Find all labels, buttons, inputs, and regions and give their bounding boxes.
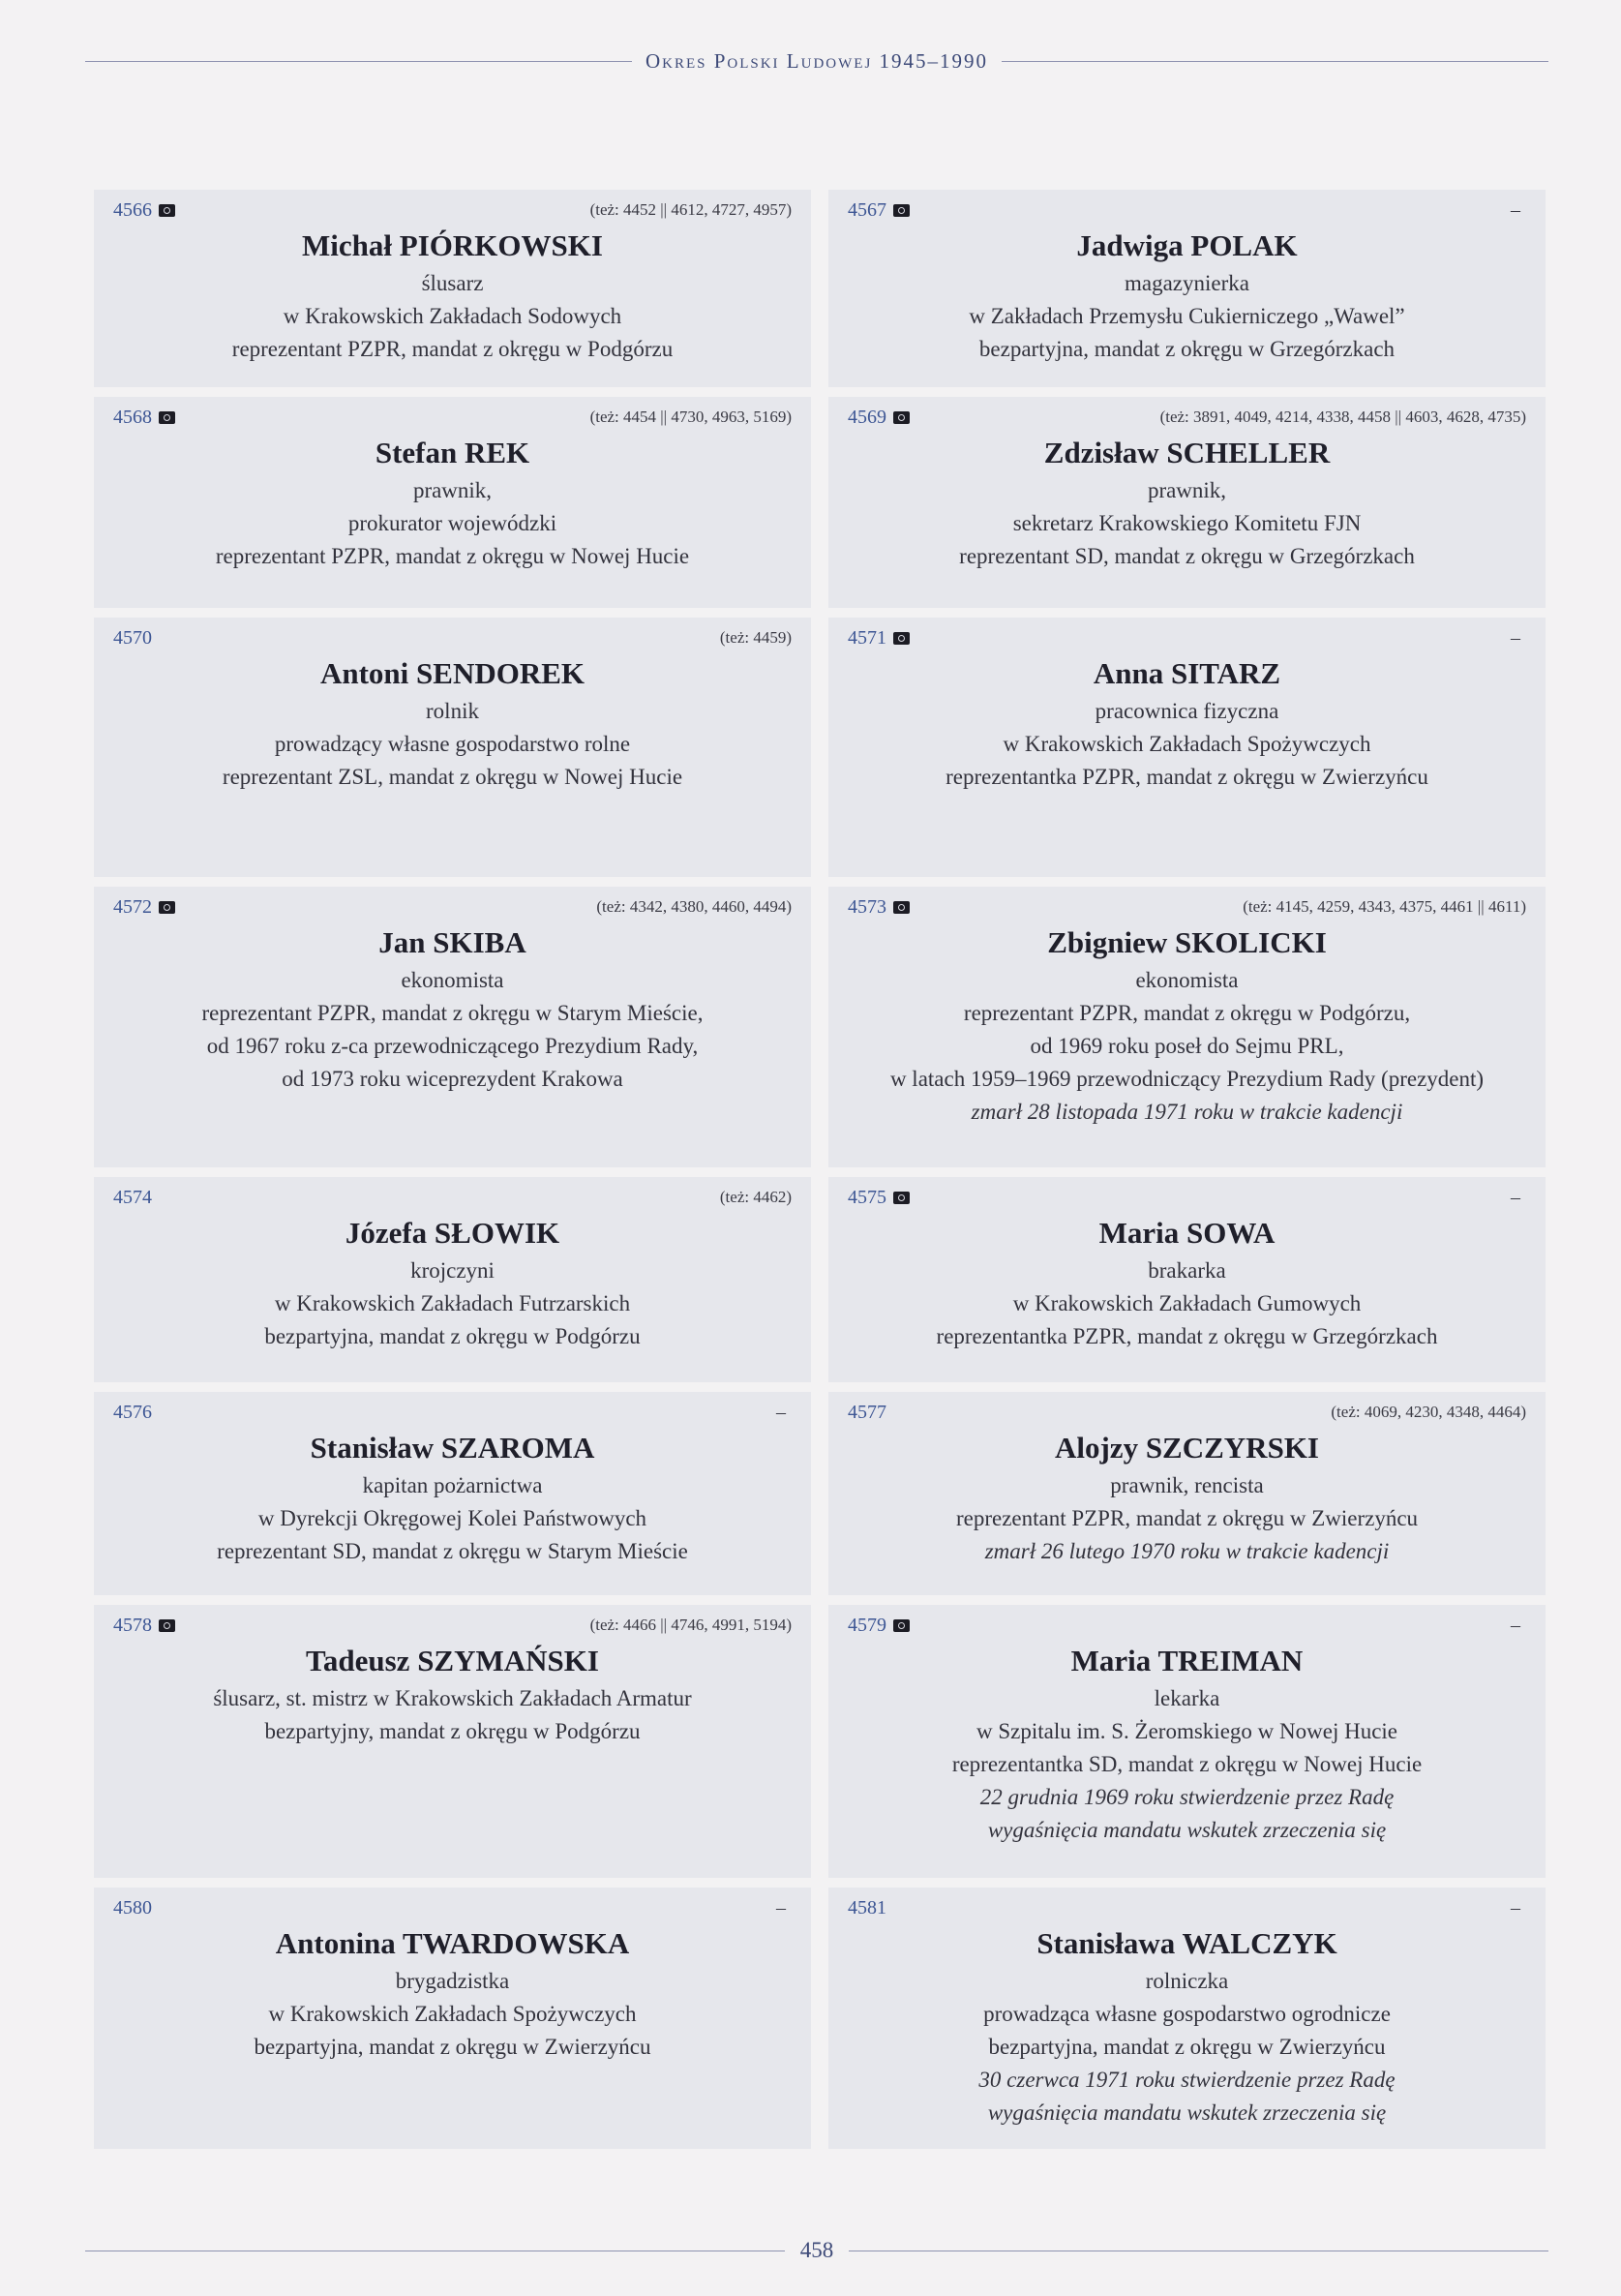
entry-detail-line: prowadzący własne gospodarstwo rolne [274, 732, 631, 756]
entry-detail-line: w Krakowskich Zakładach Gumowych [1012, 1291, 1362, 1315]
entry-number [113, 896, 175, 919]
entry-number-text: 4574 [113, 1186, 152, 1208]
entry-header [113, 623, 792, 652]
entry-cross-reference: (też: 4145, 4259, 4343, 4375, 4461 || 4611) [1243, 897, 1526, 916]
entry-card [94, 397, 811, 608]
entry-number [848, 199, 910, 222]
entry-detail-line: reprezentant PZPR, mandat z okręgu w Podgórzu, [963, 1001, 1411, 1025]
entry-number-text: 4568 [113, 406, 152, 428]
entry-detail-line: brygadzistka [395, 1969, 510, 1993]
entry-header [113, 892, 792, 921]
entry-detail-line: magazynierka [1125, 271, 1249, 295]
entry-number-text: 4569 [848, 406, 886, 428]
entry-detail-line: reprezentant PZPR, mandat z okręgu w Podgórzu [231, 337, 674, 361]
header-rule-right [1002, 61, 1548, 62]
entry-name: Anna SITARZ [1093, 656, 1281, 690]
entry-name: Antonina TWARDOWSKA [275, 1926, 630, 1960]
entry-card [94, 887, 811, 1167]
entry-name: Maria SOWA [1098, 1216, 1276, 1250]
entry-body [848, 1924, 1526, 2130]
entry-body [113, 1214, 792, 1353]
entry-number-text: 4570 [113, 626, 152, 649]
entry-body [113, 1642, 792, 1748]
entry-number [848, 407, 910, 429]
entry-number [113, 1187, 152, 1209]
entry-name: Antoni SENDOREK [319, 656, 585, 690]
entry-header [848, 196, 1526, 225]
entry-detail-line: bezpartyjna, mandat z okręgu w Grzegórzkach [978, 337, 1396, 361]
entry-body [113, 1429, 792, 1568]
entry-detail-line: ślusarz [421, 271, 484, 295]
entry-number-text: 4577 [848, 1401, 886, 1423]
entry-number [848, 896, 910, 919]
entry-detail-line: bezpartyjna, mandat z okręgu w Zwierzyńcu [988, 2035, 1386, 2059]
entry-detail-line: w Szpitalu im. S. Żeromskiego w Nowej Hucie [976, 1719, 1397, 1743]
entry-detail-line: zmarł 26 lutego 1970 roku w trakcie kadencji [984, 1539, 1390, 1563]
entry-detail-line: rolniczka [1145, 1969, 1229, 1993]
entry-body [113, 654, 792, 794]
entry-card [94, 1605, 811, 1878]
photo-icon [893, 1619, 910, 1632]
entry-number [848, 1187, 910, 1209]
entry-card [828, 1888, 1546, 2149]
entry-cross-reference: (też: 4454 || 4730, 4963, 5169) [589, 408, 792, 426]
photo-icon [159, 901, 175, 914]
entry-detail-line: reprezentantka PZPR, mandat z okręgu w Zwierzyńcu [946, 765, 1428, 789]
entry-number [848, 1615, 910, 1637]
entry-card [828, 887, 1546, 1167]
entry-detail-line: w latach 1959–1969 przewodniczący Prezydium Rady (prezydent) [889, 1067, 1485, 1091]
entry-card [94, 1392, 811, 1595]
entry-detail-line: w Zakładach Przemysłu Cukierniczego „Wawel” [969, 304, 1405, 328]
entry-cross-reference: (też: 4462) [719, 1188, 792, 1206]
entry-number-text: 4581 [848, 1896, 886, 1918]
entry-card [828, 1392, 1546, 1595]
photo-icon [893, 204, 910, 217]
entry-name: Zdzisław SCHELLER [1043, 436, 1331, 469]
entry-number [113, 1402, 152, 1424]
running-header-title: Okres Polski Ludowej 1945–1990 [645, 48, 989, 73]
entry-detail-line: reprezentant PZPR, mandat z okręgu w Zwierzyńcu [955, 1506, 1419, 1530]
entry-cross-reference: (też: 3891, 4049, 4214, 4338, 4458 || 4603, 4628, 4735) [1159, 408, 1526, 426]
entry-detail-line: 30 czerwca 1971 roku stwierdzenie przez Radę [978, 2068, 1396, 2092]
page-number: 458 [799, 2238, 834, 2262]
entry-number [113, 1615, 175, 1637]
entry-detail-line: prawnik, rencista [1110, 1473, 1264, 1497]
entry-card [828, 1605, 1546, 1878]
entry-header [848, 1183, 1526, 1212]
entry-name: Stanisława WALCZYK [1036, 1926, 1337, 1960]
entry-header [113, 1398, 792, 1427]
entry-number-text: 4566 [113, 198, 152, 221]
entry-detail-line: reprezentant SD, mandat z okręgu w Grzegórzkach [959, 544, 1415, 568]
entry-detail-line: zmarł 28 listopada 1971 roku w trakcie kadencji [971, 1100, 1403, 1124]
photo-icon [159, 204, 175, 217]
entry-detail-line: ekonomista [401, 968, 504, 992]
entry-number [848, 627, 910, 650]
entry-detail-line: w Dyrekcji Okręgowej Kolei Państwowych [257, 1506, 647, 1530]
entry-cross-reference: – [1511, 198, 1520, 221]
entry-detail-line: od 1967 roku z-ca przewodniczącego Prezydium Rady, [206, 1034, 699, 1058]
photo-icon [893, 1192, 910, 1204]
entry-name: Zbigniew SKOLICKI [1047, 925, 1327, 959]
photo-icon [159, 411, 175, 424]
entry-cross-reference: (też: 4466 || 4746, 4991, 5194) [589, 1616, 792, 1634]
entry-header [113, 403, 792, 432]
entry-body [848, 923, 1526, 1129]
entry-detail-line: w Krakowskich Zakładach Futrzarskich [274, 1291, 631, 1315]
entry-card [828, 1177, 1546, 1382]
page-footer [85, 2236, 1548, 2265]
entry-detail-line: reprezentant ZSL, mandat z okręgu w Nowej Hucie [222, 765, 683, 789]
entry-number-text: 4573 [848, 895, 886, 918]
entry-cross-reference: (też: 4459) [719, 628, 792, 647]
entry-number [113, 627, 152, 650]
entry-number [848, 1402, 886, 1424]
entry-cross-reference: – [1511, 1896, 1520, 1918]
entry-header [113, 1611, 792, 1640]
entry-header [848, 1893, 1526, 1922]
entry-detail-line: w Krakowskich Zakładach Spożywczych [268, 2002, 637, 2026]
entry-detail-line: kapitan pożarnictwa [362, 1473, 543, 1497]
entry-body [848, 434, 1526, 573]
entry-card [94, 1177, 811, 1382]
entry-name: Józefa SŁOWIK [345, 1216, 560, 1250]
entry-name: Maria TREIMAN [1070, 1644, 1304, 1677]
entry-body [848, 227, 1526, 366]
running-header [85, 46, 1548, 76]
entry-name: Jan SKIBA [378, 925, 526, 959]
entry-number-text: 4576 [113, 1401, 152, 1423]
entry-detail-line: prawnik, [1147, 478, 1227, 502]
entry-detail-line: pracownica fizyczna [1095, 699, 1279, 723]
entry-number-text: 4578 [113, 1614, 152, 1636]
photo-icon [893, 901, 910, 914]
entry-number-text: 4572 [113, 895, 152, 918]
entry-detail-line: reprezentantka PZPR, mandat z okręgu w Grzegórzkach [936, 1324, 1438, 1348]
header-rule-left [85, 61, 632, 62]
entry-body [848, 1214, 1526, 1353]
entry-number-text: 4571 [848, 626, 886, 649]
entry-cross-reference: (też: 4342, 4380, 4460, 4494) [596, 897, 792, 916]
entry-number [113, 199, 175, 222]
entry-card [94, 618, 811, 877]
entry-cross-reference: – [776, 1401, 786, 1423]
entry-number-text: 4580 [113, 1896, 152, 1918]
entry-name: Stanisław SZAROMA [310, 1431, 595, 1465]
entry-header [848, 623, 1526, 652]
entry-body [113, 923, 792, 1096]
entry-number [848, 1897, 886, 1919]
entry-header [848, 1398, 1526, 1427]
entry-detail-line: prawnik, [412, 478, 493, 502]
entry-detail-line: od 1973 roku wiceprezydent Krakowa [282, 1067, 623, 1091]
entry-name: Alojzy SZCZYRSKI [1054, 1431, 1319, 1465]
entry-detail-line: w Krakowskich Zakładach Sodowych [283, 304, 622, 328]
entry-header [113, 1183, 792, 1212]
entry-detail-line: od 1969 roku poseł do Sejmu PRL, [1030, 1034, 1344, 1058]
entry-detail-line: prokurator wojewódzki [347, 511, 557, 535]
entry-card [94, 1888, 811, 2149]
entry-cross-reference: – [1511, 1186, 1520, 1208]
entry-detail-line: rolnik [426, 699, 479, 723]
entry-body [848, 654, 1526, 794]
entry-header [113, 196, 792, 225]
entry-body [848, 1642, 1526, 1847]
entry-number [113, 1897, 152, 1919]
entry-detail-line: brakarka [1148, 1258, 1226, 1283]
photo-icon [159, 1619, 175, 1632]
entry-header [848, 403, 1526, 432]
entry-cross-reference: (też: 4452 || 4612, 4727, 4957) [589, 200, 792, 219]
entry-detail-line: w Krakowskich Zakładach Spożywczych [1003, 732, 1371, 756]
entry-detail-line: wygaśnięcia mandatu wskutek zrzeczenia się [987, 2100, 1387, 2125]
entry-card [94, 190, 811, 387]
entry-cross-reference: – [776, 1896, 786, 1918]
entry-name: Michał PIÓRKOWSKI [302, 228, 603, 262]
entry-card [828, 618, 1546, 877]
entry-name: Tadeusz SZYMAŃSKI [306, 1644, 599, 1677]
entry-detail-line: reprezentantka SD, mandat z okręgu w Nowej Hucie [951, 1752, 1423, 1776]
entry-number-text: 4567 [848, 198, 886, 221]
entries-grid [94, 190, 1546, 2149]
entry-detail-line: sekretarz Krakowskiego Komitetu FJN [1012, 511, 1362, 535]
entry-detail-line: ślusarz, st. mistrz w Krakowskich Zakładach Armatur [213, 1686, 692, 1710]
entry-number-text: 4575 [848, 1186, 886, 1208]
entry-name: Stefan REK [375, 436, 530, 469]
entry-cross-reference: – [1511, 1614, 1520, 1636]
entry-detail-line: wygaśnięcia mandatu wskutek zrzeczenia się [987, 1818, 1387, 1842]
entry-number-text: 4579 [848, 1614, 886, 1636]
entry-header [848, 892, 1526, 921]
entry-detail-line: krojczyni [410, 1258, 495, 1283]
entry-detail-line: reprezentant PZPR, mandat z okręgu w Nowej Hucie [215, 544, 690, 568]
entry-header [113, 1893, 792, 1922]
entry-card [828, 397, 1546, 608]
photo-icon [893, 632, 910, 645]
entry-detail-line: prowadząca własne gospodarstwo ogrodnicze [983, 2002, 1391, 2026]
entry-number [113, 407, 175, 429]
entry-name: Jadwiga POLAK [1076, 228, 1298, 262]
entry-body [848, 1429, 1526, 1568]
entry-body [113, 1924, 792, 2064]
entry-body [113, 434, 792, 573]
entry-cross-reference: – [1511, 626, 1520, 649]
entry-detail-line: reprezentant PZPR, mandat z okręgu w Starym Mieście, [201, 1001, 704, 1025]
entry-detail-line: lekarka [1154, 1686, 1220, 1710]
entry-detail-line: bezpartyjna, mandat z okręgu w Podgórzu [264, 1324, 641, 1348]
entry-header [848, 1611, 1526, 1640]
entry-card [828, 190, 1546, 387]
entry-body [113, 227, 792, 366]
entry-detail-line: reprezentant SD, mandat z okręgu w Starym Mieście [217, 1539, 688, 1563]
entry-detail-line: bezpartyjny, mandat z okręgu w Podgórzu [264, 1719, 641, 1743]
entry-detail-line: 22 grudnia 1969 roku stwierdzenie przez Radę [979, 1785, 1395, 1809]
entry-cross-reference: (też: 4069, 4230, 4348, 4464) [1331, 1403, 1526, 1421]
photo-icon [893, 411, 910, 424]
entry-detail-line: bezpartyjna, mandat z okręgu w Zwierzyńcu [254, 2035, 651, 2059]
entry-detail-line: ekonomista [1135, 968, 1239, 992]
